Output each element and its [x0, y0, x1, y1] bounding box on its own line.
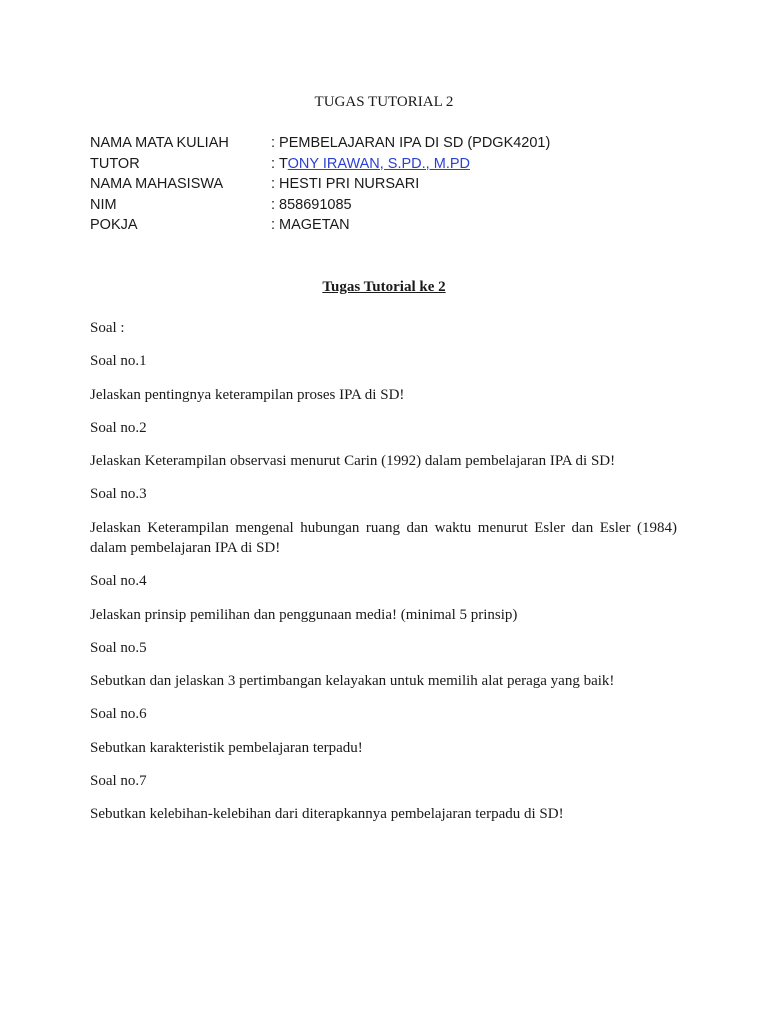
info-colon: : [271, 155, 276, 172]
section-heading: Tugas Tutorial ke 2 [322, 279, 446, 295]
info-row-pokja [90, 215, 690, 236]
question-text: Jelaskan Keterampilan mengenal hubungan ruang dan waktu menurut Esler dan Esler (1984) dalam pembelajaran IPA di SD! [90, 519, 677, 557]
info-value [271, 174, 419, 195]
student-nim: 858691085 [279, 196, 352, 213]
tutor-name-initial: T [279, 155, 288, 172]
info-label: NAMA MATA KULIAH [90, 135, 229, 151]
info-value [271, 215, 350, 236]
question-label: Soal no.5 [90, 639, 147, 656]
question-text: Sebutkan dan jelaskan 3 pertimbangan kelayakan untuk memilih alat peraga yang baik! [90, 673, 615, 690]
info-value [271, 195, 352, 216]
info-row-student [90, 174, 690, 195]
info-label: TUTOR [90, 155, 140, 172]
question-text: Jelaskan Keterampilan observasi menurut Carin (1992) dalam pembelajaran IPA di SD! [90, 453, 616, 470]
info-colon: : [271, 176, 276, 192]
question-list [90, 318, 677, 837]
info-colon: : [271, 196, 276, 213]
question-label: Soal no.3 [90, 486, 147, 503]
document-title: TUGAS TUTORIAL 2 [314, 94, 454, 110]
info-colon: : [271, 217, 276, 233]
info-label: NIM [90, 196, 117, 213]
student-name: HESTI PRI NURSARI [279, 176, 420, 192]
question-label: Soal no.7 [90, 772, 147, 789]
question-text: Sebutkan karakteristik pembelajaran terpadu! [90, 739, 363, 756]
info-row-course [90, 133, 690, 154]
info-label: POKJA [90, 217, 138, 233]
question-label: Soal no.4 [90, 573, 147, 590]
info-label: NAMA MAHASISWA [90, 176, 224, 192]
info-value [271, 154, 470, 175]
pokja-name: MAGETAN [279, 217, 350, 233]
question-text: Jelaskan pentingnya keterampilan proses IPA di SD! [90, 386, 405, 403]
info-row-tutor [90, 154, 690, 175]
question-label: Soal no.1 [90, 353, 147, 370]
student-info-table [90, 133, 690, 236]
question-text: Sebutkan kelebihan-kelebihan dari diterapkannya pembelajaran terpadu di SD! [90, 806, 564, 822]
question-label: Soal no.6 [90, 706, 147, 723]
question-label: Soal no.2 [90, 419, 147, 436]
info-colon: : [271, 135, 276, 151]
info-value [271, 133, 550, 154]
soal-intro: Soal : [90, 320, 125, 336]
info-row-nim [90, 195, 690, 216]
tutor-name-link[interactable]: ONY IRAWAN, S.PD., M.PD [287, 155, 470, 172]
course-name: PEMBELAJARAN IPA DI SD (PDGK4201) [279, 135, 551, 151]
question-text: Jelaskan prinsip pemilihan dan penggunaan media! (minimal 5 prinsip) [90, 606, 518, 623]
